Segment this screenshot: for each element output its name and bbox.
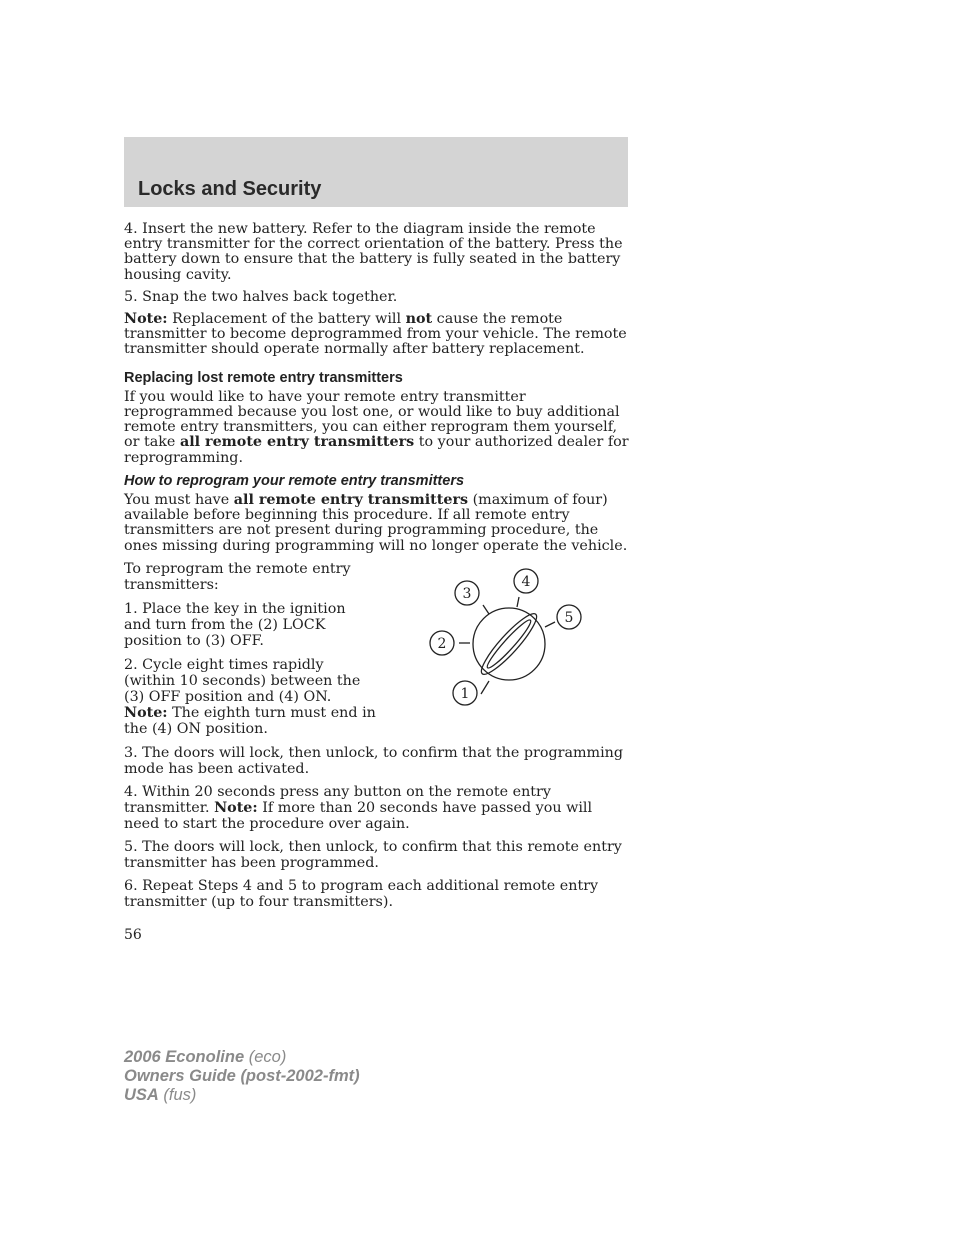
- footer-line-1: 2006 Econoline (eco): [124, 1048, 287, 1066]
- step-5: 5. The doors will lock, then unlock, to confirm that this remote entry transmitter has been programmed.: [124, 838, 622, 871]
- remaining-steps: [124, 745, 629, 910]
- heading-how-to-reprogram: How to reprogram your remote entry transmitters: [124, 472, 465, 489]
- step-4: 4. Within 20 seconds press any button on the remote entry transmitter. Note: If more than 20 seconds have passed you will need to start the procedure over again.: [124, 783, 593, 832]
- note-battery-replacement: Note: Replacement of the battery will not cause the remote transmitter to become deprogrammed from your vehicle. The remote transmitter should operate normally after battery replacement.: [124, 311, 627, 358]
- paragraph-intro: To reprogram the remote entry transmitters:: [124, 560, 351, 593]
- tick-3: [483, 605, 489, 614]
- emphasis-not: not: [405, 311, 433, 328]
- ignition-cylinder: [473, 608, 545, 680]
- footer-line-3: USA (fus): [124, 1086, 197, 1104]
- ignition-key-diagram: [425, 563, 590, 713]
- position-label-1: 1: [460, 686, 470, 702]
- section-title: Locks and Security: [138, 178, 322, 200]
- steps-column: [124, 561, 376, 737]
- step-6: 6. Repeat Steps 4 and 5 to program each additional remote entry transmitter (up to four transmitters).: [124, 877, 599, 910]
- paragraph-replacing-lost: If you would like to have your remote entry transmitter reprogrammed because you lost one, or would like to buy additional remote entry transmitters, you can either reprogram them yourself, or take all remote entry transmitters to your authorized dealer for reprogramming.: [124, 388, 629, 466]
- position-label-3: 3: [462, 586, 472, 602]
- step-1: 1. Place the key in the ignition and turn from the (2) LOCK position to (3) OFF.: [124, 600, 346, 649]
- position-label-4: 4: [521, 574, 531, 590]
- footer-line-2: Owners Guide (post-2002-fmt): [124, 1067, 360, 1085]
- step-2: 2. Cycle eight times rapidly (within 10 seconds) between the (3) OFF position and (4) ON. Note: The eighth turn must end in the (4) ON position.: [124, 656, 376, 737]
- paragraph-must-have-all: You must have all remote entry transmitters (maximum of four) available before beginning this procedure. If all remote entry transmitters are not present during programming procedure, the ones missing during programming will no longer operate the vehicle.: [124, 492, 628, 554]
- key-slot-icon: [476, 608, 543, 679]
- tick-5: [545, 622, 555, 627]
- paragraph-insert-battery: 4. Insert the new battery. Refer to the diagram inside the remote entry transmitter for the correct orientation of the battery. Press the battery down to ensure that the battery is fully seated in the battery housing cavity.: [124, 221, 623, 283]
- tick-1: [481, 681, 489, 694]
- heading-replacing-lost: Replacing lost remote entry transmitters: [124, 369, 403, 386]
- page-number: 56: [124, 927, 142, 943]
- position-label-5: 5: [564, 610, 574, 626]
- document-footer: [124, 1048, 360, 1105]
- position-label-2: 2: [437, 636, 447, 652]
- step-3: 3. The doors will lock, then unlock, to confirm that the programming mode has been activated.: [124, 744, 624, 777]
- tick-4: [517, 597, 519, 607]
- note-label: Note:: [124, 311, 168, 328]
- paragraph-snap-halves: 5. Snap the two halves back together.: [124, 288, 398, 305]
